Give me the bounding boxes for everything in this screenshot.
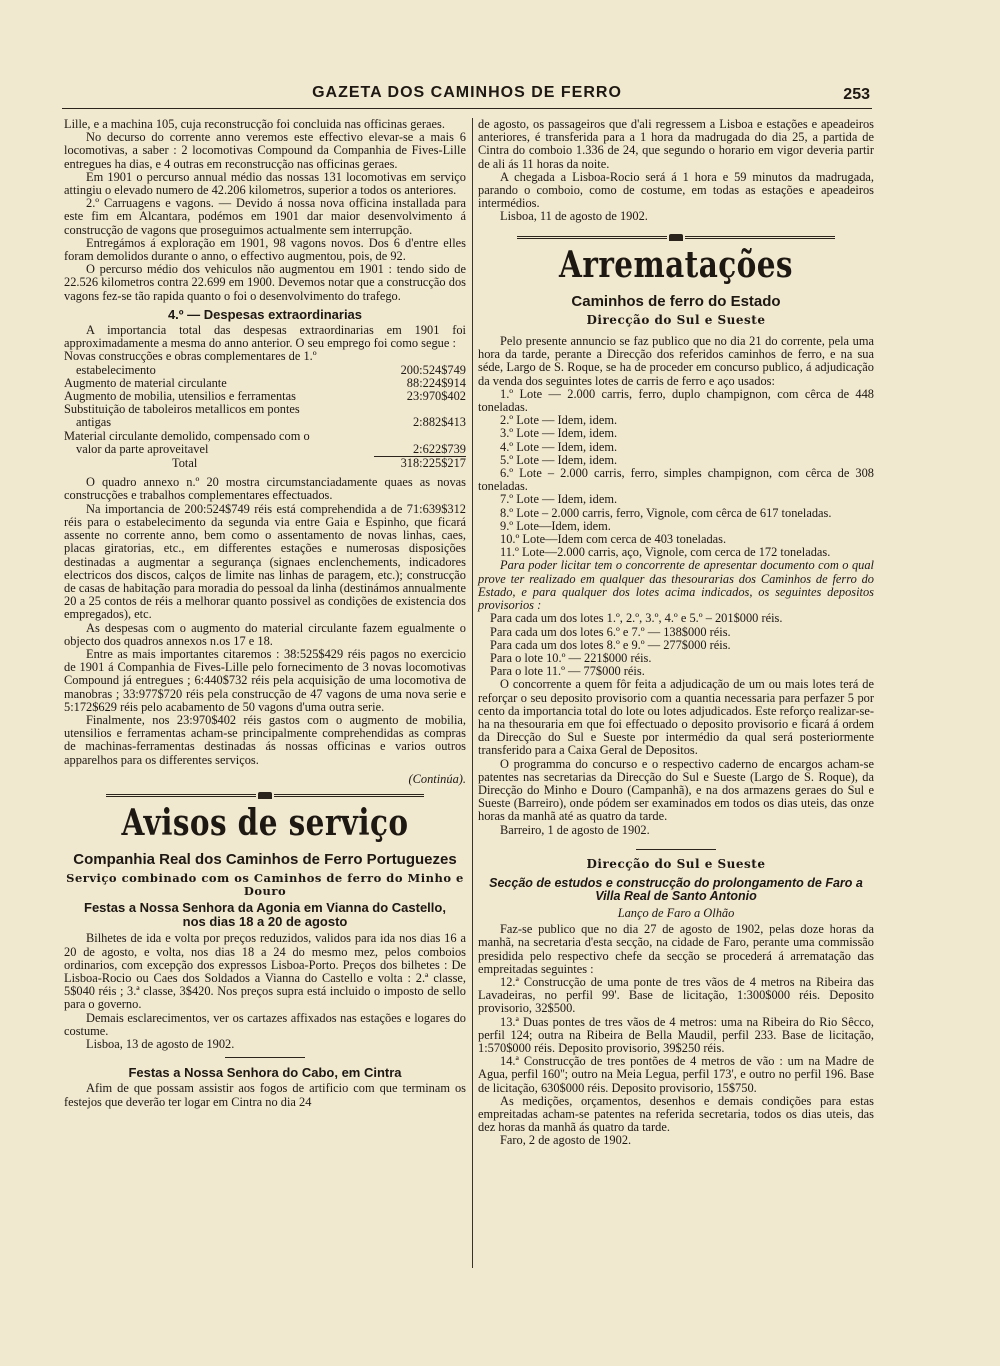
paragraph: Na importancia de 200:524$749 réis está comprehendida a de 71:639$312 réis para o estabelecimento da segunda via entre Gaia e Espinho, que ficará assente no corrente anno, bem como o assentamento de novas linhas, caes, placas giratorias, etc., em differentes estações e numerosas disposições destinadas a augmentar a segurança (signaes enclenchements, indicadores electricos dos discos, calços de limite nas linhas de paragem, etc.); construcção de casas de habitação para moradia do pessoal da linha (destinámos annualmente 20 a 25 contos de réis a melhorar quanto possivel as condições de existencia dos empregados), etc. xyxy=(64,501,466,622)
continua-note: (Continúa). xyxy=(408,771,466,786)
paragraph: Em 1901 o percurso annual médio das nossas 131 locomotivas em serviço attingiu o elevado numero de 42.206 kilometros, superior a todos os anteriores. xyxy=(64,169,466,198)
rule-line xyxy=(106,794,256,797)
list-item: 10.º Lote—Idem com cerca de 403 toneladas. xyxy=(500,532,727,547)
paragraph: No decurso do corrente anno veremos este effectivo elevar-se a mais 6 locomotivas, a saber : 2 locomotivas Compound da Companhia de Fives-Lille entregues ha dias, e 4 outras em reconstrucção nas officinas geraes. xyxy=(64,130,466,171)
table-total-row xyxy=(64,457,466,470)
list-item: Para o lote 10.º — 221$000 réis. xyxy=(490,650,652,665)
festas-cabo-heading: Festas a Nossa Senhora do Cabo, em Cintra xyxy=(128,1065,402,1081)
paragraph: Para poder licitar tem o concorrente de apresentar documento com o qual prove ter realizado em qualquer das thesourarias dos Caminhos de ferro do Estado, e para qualquer dos lotes acima indicados, os seguintes depositos provisorios : xyxy=(478,558,874,613)
list-item: 9.º Lote—Idem, idem. xyxy=(500,518,611,533)
table-row xyxy=(64,416,466,429)
table-row xyxy=(64,364,466,377)
secao-heading: Secção de estudos e construcção do prolongamento de Faro a Villa Real de Santo Antonio xyxy=(489,875,863,904)
list-item: Para o lote 11.º — 77$000 réis. xyxy=(490,664,645,679)
paragraph: Finalmente, nos 23:970$402 réis gastos com o augmento de mobilia, utensilios e ferramentas acham-se principalmente comprehendidas as compras de machinas-ferramentas destinadas ás nossas officinas e varios outros apparelhos para os differentes serviços. xyxy=(64,712,466,767)
direccao-heading: Direcção do Sul e Sueste xyxy=(586,312,766,327)
paragraph: 14.ª Construcção de tres pontões de 4 metros de vão : um na Madre de Agua, perfil 160''; outro na Meia Legua, perfil 173', e outro no perfil 196. Base de licitação, 630$000 réis. Deposito provisorio, 15$750. xyxy=(478,1054,874,1095)
paragraph: Lille, e a machina 105, cuja reconstrucção foi concluida nas officinas geraes. xyxy=(64,117,445,131)
ornament-separator xyxy=(478,234,874,241)
table-value: 200:524$749 xyxy=(400,362,466,377)
list-item: Para cada um dos lotes 1.º, 2.º, 3.º, 4.º e 5.º – 201$000 réis. xyxy=(490,611,783,626)
paragraph: Bilhetes de ida e volta por preços reduzidos, validos para ida nos dias 16 a 20 de agosto, e volta, nos dias 18 a 24 do mesmo mez, pelos comboios ordinarios, com excepção dos expressos Lisboa-Porto. Preços dos bilhetes : De Lisboa-Rocio ou Caes dos Soldados a Vianna do Castello e volta : 2.ª classe, 5$040 réis ; 3.ª classe, 3$420. Nos preços supra está incluido o imposto de sello para o governo. xyxy=(64,931,466,1012)
date-line: Faro, 2 de agosto de 1902. xyxy=(500,1133,632,1148)
company-heading: Companhia Real dos Caminhos de Ferro Portuguezes xyxy=(73,850,457,868)
date-line: Barreiro, 1 de agosto de 1902. xyxy=(500,822,650,837)
table-row xyxy=(64,443,466,456)
table-label: estabelecimento xyxy=(76,362,156,377)
paragraph: de agosto, os passageiros que d'ali regressem a Lisboa e estações e apeadeiros anteriores, é transferida para a 1 hora da madrugada do dia 25, a partida de Cintra do comboio 1.336 de 24, que segundo o horario em vigor deveria partir de ali ás 11 horas da noite. xyxy=(478,117,874,171)
page-header xyxy=(62,78,872,109)
table-label: Material circulante demolido, compensado com o xyxy=(64,428,310,443)
paragraph: 13.ª Duas pontes de tres vãos de 4 metros: uma na Ribeira do Rio Sêcco, perfil 124; outra na Ribeira de Bella Maudil, perfil 233. Base de licitação, 1:570$000 réis. Deposito provisorio, 39$250 réis. xyxy=(478,1014,874,1055)
paragraph: O programma do concurso e o respectivo caderno de encargos acham-se patentes nas secretarias da Direcção do Sul e Sueste (Largo de S. Roque), da Direcção do Minho e Douro (Campanhã), e na dos armazens geraes do Sul e Sueste (Barreiro), onde pódem ser examinados em todos os dias uteis, das onze horas da manhã até as quatro da tarde. xyxy=(478,756,874,824)
table-label: Augmento de mobilia, utensilios e ferramentas xyxy=(64,389,296,404)
table-label: Substituição de taboleiros metallicos em pontes xyxy=(64,402,300,417)
list-item: 5.º Lote — Idem, idem. xyxy=(500,452,618,467)
right-column xyxy=(478,118,874,1148)
lanco-subheading: Lanço de Faro a Olhão xyxy=(617,905,735,920)
list-item: 11.º Lote—2.000 carris, aço, Vignole, com cerca de 172 toneladas. xyxy=(500,545,831,560)
list-item: 8.º Lote – 2.000 carris, ferro, Vignole, com cêrca de 617 toneladas. xyxy=(500,505,832,520)
table-label: Augmento de material circulante xyxy=(64,375,227,390)
list-item: Para cada um dos lotes 8.º e 9.º — 277$000 réis. xyxy=(490,637,731,652)
table-value: 23:970$402 xyxy=(406,389,466,404)
avisos-title: Avisos de serviço xyxy=(121,801,409,844)
page-number: 253 xyxy=(843,86,870,103)
ornament-separator xyxy=(64,792,466,799)
paragraph: Afim de que possam assistir aos fogos de artificio com que terminam os festejos que deverão ter logar em Cintra no dia 24 xyxy=(64,1081,466,1109)
section-heading: 4.º — Despesas extraordinarias xyxy=(167,306,363,322)
paragraph: Pelo presente annuncio se faz publico que no dia 21 do corrente, pela uma hora da tarde, perante a Direcção dos referidos caminhos de ferro, e na sua séde, Largo de S. Roque, se ha de proceder em concurso publico, á adjudicação da venda dos seguintes lotes de carris de ferro e aço usados: xyxy=(478,334,874,388)
depositos-list xyxy=(478,612,874,678)
date-line: Lisboa, 13 de agosto de 1902. xyxy=(86,1036,235,1051)
paragraph: 2.º Carruagens e vagons. — Devido á nossa nova officina installada para este fim em Alcantara, podémos em 1901 dar maior desenvolvimento á construcção de vagons que proseguimos actualmente sem interrupção. xyxy=(64,196,466,237)
arrematacoes-title: Arrematações xyxy=(559,243,793,286)
paragraph: As medições, orçamentos, desenhos e demais condições para estas empreitadas acham-se patentes na referida secretaria, todos os dias uteis, das dez horas da manhã ás quatro da tarde. xyxy=(478,1093,874,1135)
paragraph: O percurso médio dos vehiculos não augmentou em 1901 : tendo sido de 22.526 kilometros contra 22.699 em 1900. Devemos notar que a construcção dos vagons fez-se tão rapida quanto o foi o desenvolvimento do trafego. xyxy=(64,262,466,303)
table-label: valor da parte aproveitavel xyxy=(76,441,209,456)
list-item: Para cada um dos lotes 6.º e 7.º — 138$000 réis. xyxy=(490,624,731,639)
direccao-heading: Direcção do Sul e Sueste xyxy=(586,856,766,871)
list-item: 7.º Lote — Idem, idem. xyxy=(500,492,618,507)
paragraph: 12.ª Construcção de uma ponte de tres vãos de 4 metros na Ribeira das Lavadeiras, no perfil 99'. Base de licitação, 1:300$000 réis. Deposito provisorio, 32$500. xyxy=(478,974,874,1016)
paragraph: As despesas com o augmento do material circulante fazem egualmente o objecto dos quadros annexos n.os 17 e 18. xyxy=(64,620,466,648)
paragraph: O concorrente a quem fôr feita a adjudicação de um ou mais lotes terá de reforçar o seu deposito provisorio com a quantia necessaria para perfazer 5 por cento da importancia total do lote ou lotes adjudicados. Este reforço realizar-se-ha na thesouraria em que foi effectuado o deposito provisorio e ficará á ordem da Direcção do Sul e Sueste por intermédio da qual será posteriormente transferido para a Caixa Geral de Depositos. xyxy=(478,677,874,758)
expenses-table xyxy=(64,350,466,470)
rule-line xyxy=(517,236,667,239)
list-item: 1.º Lote — 2.000 carris, ferro, duplo champignon, com cêrca de 448 toneladas. xyxy=(478,386,874,415)
service-heading: Serviço combinado com os Caminhos de ferro do Minho e Douro xyxy=(66,870,464,899)
table-value: 2:622$739 xyxy=(412,441,466,456)
total-label: Total xyxy=(172,456,198,471)
table-row xyxy=(64,430,466,443)
list-item: 4.º Lote — Idem, idem. xyxy=(500,439,618,454)
paragraph: Entre as mais importantes citaremos : 38:525$429 réis pagos no exercicio de 1901 á Companhia de Fives-Lille pelo fornecimento de 3 novas locomotivas Compound já entregues ; 6:440$732 réis pela acquisição de uma locomotiva de manobras ; 33:977$720 réis pela construcção de 47 vagons de uma nova serie e 5:172$629 réis pelo acabamento de 50 vagons d'uma outra serie. xyxy=(64,646,466,714)
paragraph: Demais esclarecimentos, ver os cartazes affixados nas estações e logares do costume. xyxy=(64,1010,466,1038)
table-intro: Novas construcções e obras complementares de 1.º xyxy=(64,349,317,364)
lotes-list xyxy=(478,388,874,560)
total-value: 318:225$217 xyxy=(400,456,466,471)
page-title: GAZETA DOS CAMINHOS DE FERRO xyxy=(312,84,622,101)
paragraph: A chegada a Lisboa-Rocio será á 1 hora e 59 minutos da madrugada, parando o comboio, como de costume, em todas as estações e apeadeiros intermédios. xyxy=(478,169,874,211)
paragraph: A importancia total das despesas extraordinarias em 1901 foi approximadamente a mesma do anno anterior. O seu emprego foi como segue : xyxy=(64,323,466,351)
festas-agonia-heading: Festas a Nossa Senhora da Agonia em Vianna do Castello, nos dias 18 a 20 de agosto xyxy=(84,900,446,930)
table-label: antigas xyxy=(76,415,112,430)
rule-line xyxy=(274,794,424,797)
paragraph: Entregámos á exploração em 1901, 98 vagons novos. Dos 6 d'entre elles foram demolidos durante o anno, o effectivo augmentou, pois, de 92. xyxy=(64,235,466,264)
paragraph: O quadro annexo n.º 20 mostra circumstanciadamente quaes as novas construcções e trabalhos complementares effectuados. xyxy=(64,475,466,503)
column-divider xyxy=(472,118,473,1268)
short-rule xyxy=(636,849,716,850)
table-value: 88:224$914 xyxy=(406,375,466,390)
table-row xyxy=(64,403,466,416)
paragraph: Faz-se publico que no dia 27 de agosto de 1902, pelas doze horas da manhã, na secretaria d'esta secção, na cidade de Faro, perante uma commissão presidida pelo respectivo chefe da secção se procederá á arrematação das empreitadas seguintes : xyxy=(478,922,874,976)
left-column xyxy=(64,118,466,1109)
list-item: 6.º Lote – 2.000 carris, ferro, simples champignon, com cêrca de 308 toneladas. xyxy=(478,466,874,494)
cf-estado-heading: Caminhos de ferro do Estado xyxy=(571,292,781,310)
ornament-icon xyxy=(258,792,272,799)
short-rule xyxy=(225,1057,305,1058)
table-value: 2:882$413 xyxy=(412,415,466,430)
list-item: 3.º Lote — Idem, idem. xyxy=(500,426,618,441)
date-line: Lisboa, 11 de agosto de 1902. xyxy=(500,209,648,224)
rule-line xyxy=(685,236,835,239)
ornament-icon xyxy=(669,234,683,241)
list-item: 2.º Lote — Idem, idem. xyxy=(500,413,618,428)
table-value xyxy=(386,430,466,443)
